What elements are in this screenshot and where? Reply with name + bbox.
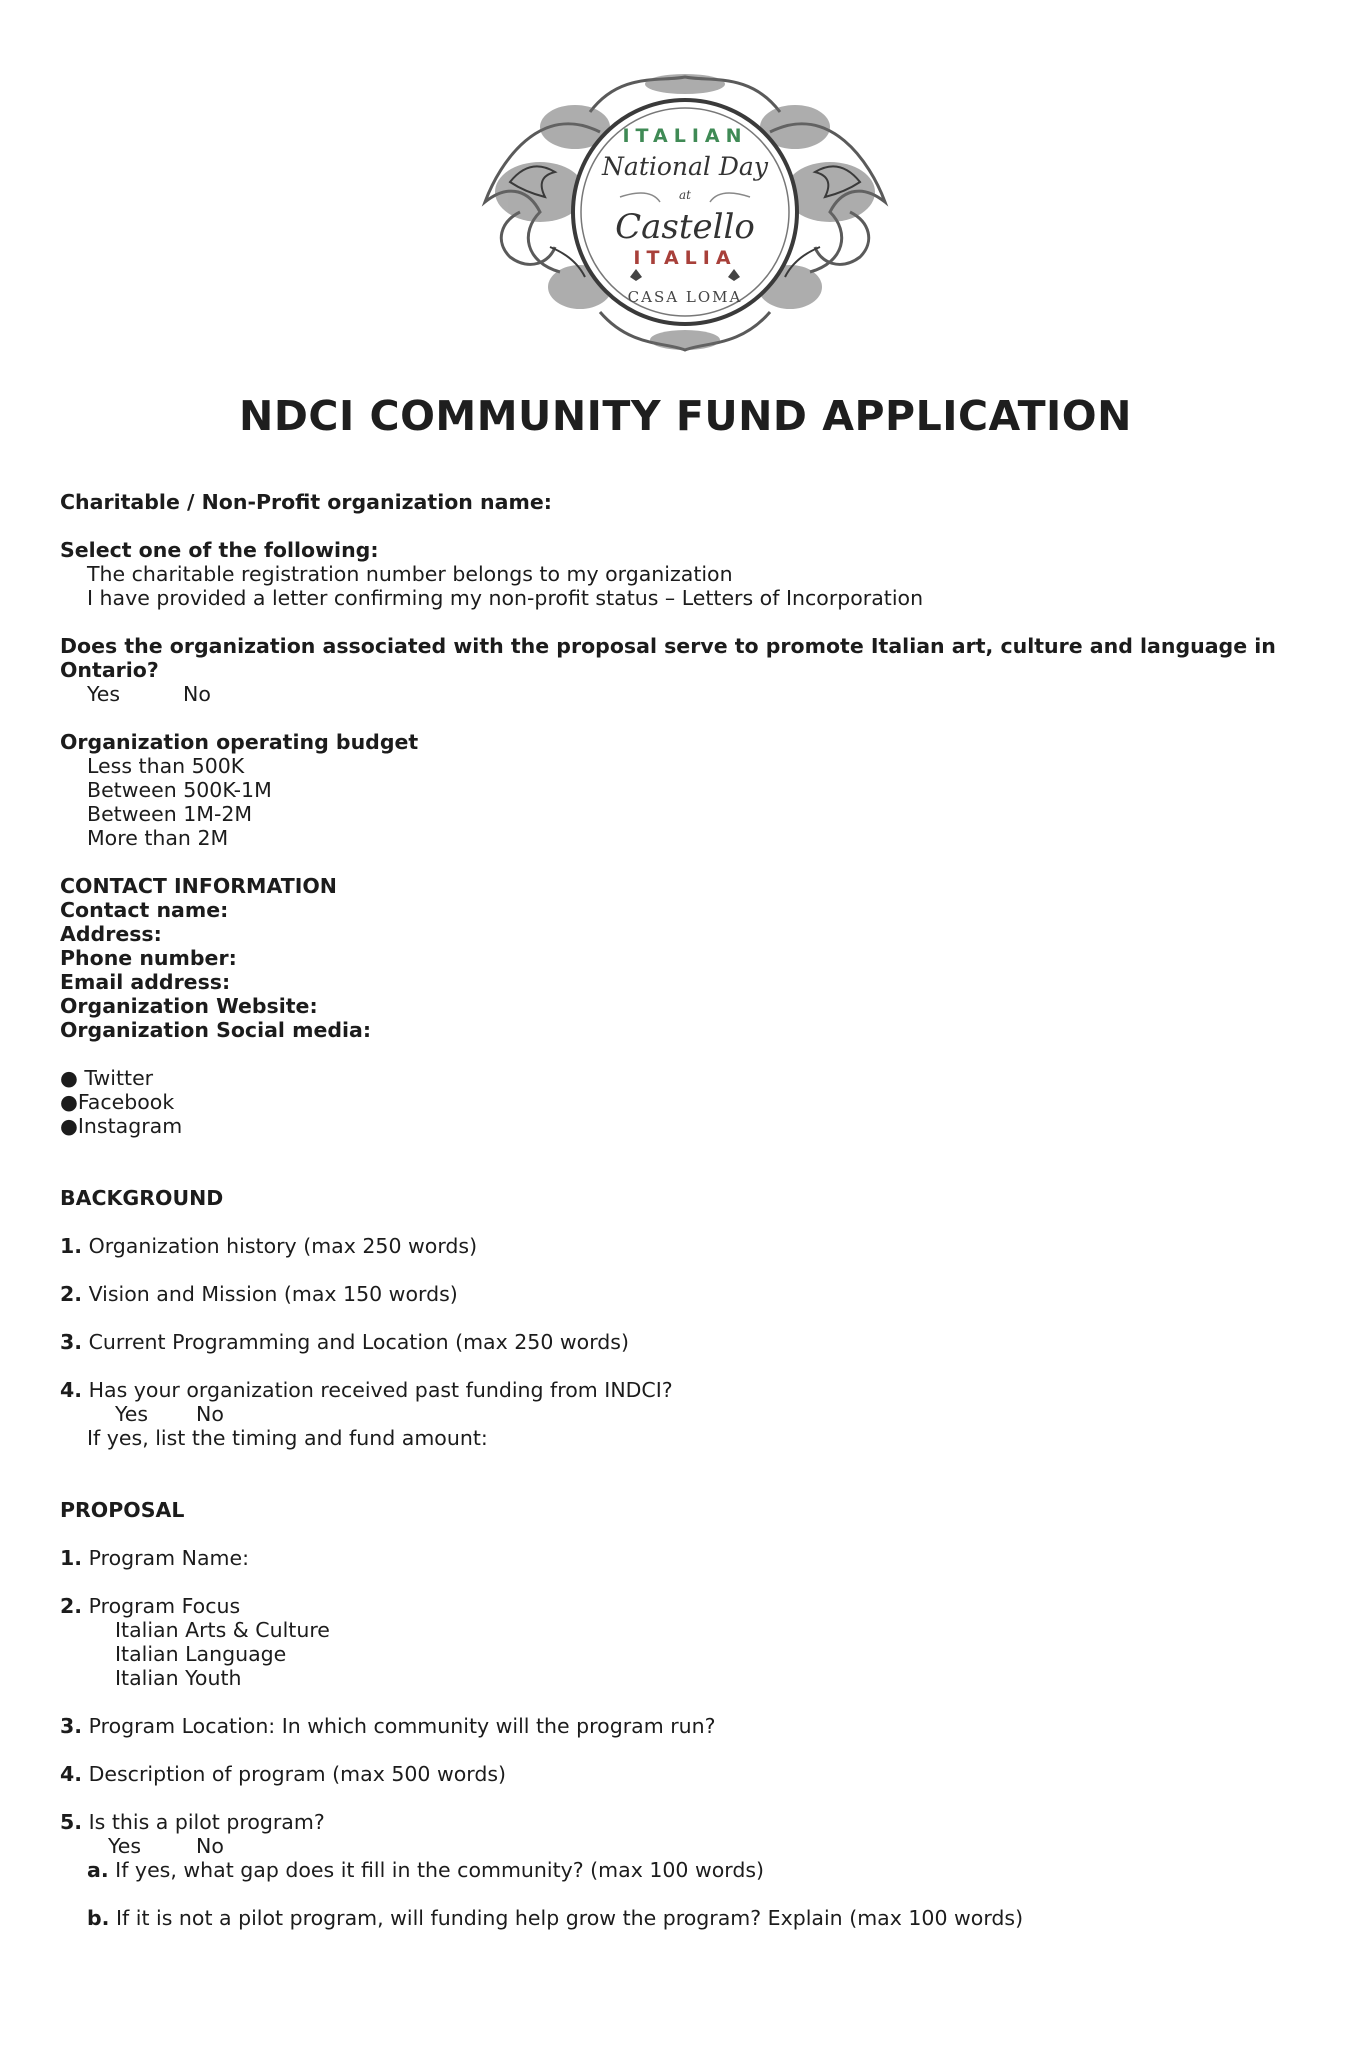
item-text: Has your organization received past funding from INDCI? [88,1378,673,1402]
logo-text-italia: ITALIA [633,247,737,269]
item-number: 3. [60,1330,83,1354]
proposal-sub-b [87,1906,1023,1930]
promote-no-option[interactable]: No [183,682,211,706]
promote-yes-option[interactable]: Yes [87,682,121,706]
item-number: 4. [60,1762,83,1786]
item-number: 2. [60,1594,83,1618]
pilot-yes-option[interactable]: Yes [108,1834,142,1858]
budget-option[interactable]: Less than 500K [87,754,245,778]
item-number: 1. [60,1234,83,1258]
background-item-1 [60,1234,477,1258]
item-text: Description of program (max 500 words) [88,1762,507,1786]
item-number: 5. [60,1810,83,1834]
proposal-item-5 [60,1810,325,1834]
item-text: Vision and Mission (max 150 words) [88,1282,458,1306]
sub-item-text: If it is not a pilot program, will funding help grow the program? Explain (max 100 words) [116,1906,1024,1930]
address-label: Address: [60,922,162,946]
item-number: 3. [60,1714,83,1738]
email-label: Email address: [60,970,231,994]
promote-question-line1: Does the organization associated with the proposal serve to promote Italian art, culture and language in [60,634,1276,658]
past-funding-details-label: If yes, list the timing and fund amount: [87,1426,488,1450]
focus-option[interactable]: Italian Youth [115,1666,242,1690]
budget-option[interactable]: Between 1M-2M [87,802,253,826]
proposal-heading: PROPOSAL [60,1498,185,1522]
background-item-4 [60,1378,673,1402]
social-item-twitter: ● Twitter [60,1066,154,1090]
item-text: Program Location: In which community will the program run? [88,1714,716,1738]
item-text: Current Programming and Location (max 250 words) [88,1330,629,1354]
castello-italia-logo [480,72,890,352]
item-text: Program Name: [88,1546,249,1570]
contact-heading: CONTACT INFORMATION [60,874,337,898]
focus-option[interactable]: Italian Arts & Culture [115,1618,330,1642]
logo-text-at: at [679,188,691,202]
logo-text-national-day: National Day [602,152,768,181]
sub-item-text: If yes, what gap does it fill in the community? (max 100 words) [115,1858,765,1882]
proposal-item-4 [60,1762,506,1786]
item-number: 1. [60,1546,83,1570]
select-option-letter[interactable]: I have provided a letter confirming my non-profit status – Letters of Incorporation [87,586,924,610]
website-label: Organization Website: [60,994,318,1018]
item-text: Is this a pilot program? [88,1810,325,1834]
sub-item-label: a. [87,1858,109,1882]
social-media-label: Organization Social media: [60,1018,372,1042]
logo-text-casa-loma: CASA LOMA [627,288,743,306]
logo-text-italian: ITALIAN [622,125,748,147]
pilot-no-option[interactable]: No [196,1834,224,1858]
contact-name-label: Contact name: [60,898,229,922]
org-name-label: Charitable / Non-Profit organization name: [60,490,552,514]
past-funding-yes-option[interactable]: Yes [115,1402,149,1426]
select-option-registration[interactable]: The charitable registration number belongs to my organization [87,562,733,586]
item-number: 2. [60,1282,83,1306]
page-title: NDCI COMMUNITY FUND APPLICATION [239,392,1132,440]
background-item-3 [60,1330,629,1354]
promote-question-line2: Ontario? [60,658,159,682]
item-text: Organization history (max 250 words) [88,1234,478,1258]
budget-heading: Organization operating budget [60,730,419,754]
proposal-item-1 [60,1546,249,1570]
item-number: 4. [60,1378,83,1402]
proposal-sub-a [87,1858,764,1882]
sub-item-label: b. [87,1906,110,1930]
proposal-item-2 [60,1594,240,1618]
select-heading: Select one of the following: [60,538,379,562]
logo-text-castello: Castello [615,207,755,247]
phone-label: Phone number: [60,946,237,970]
budget-option[interactable]: More than 2M [87,826,229,850]
background-heading: BACKGROUND [60,1186,224,1210]
background-item-2 [60,1282,458,1306]
past-funding-no-option[interactable]: No [196,1402,224,1426]
social-item-facebook: ●Facebook [60,1090,175,1114]
social-item-instagram: ●Instagram [60,1114,183,1138]
budget-option[interactable]: Between 500K-1M [87,778,272,802]
focus-option[interactable]: Italian Language [115,1642,287,1666]
item-text: Program Focus [88,1594,241,1618]
proposal-item-3 [60,1714,716,1738]
